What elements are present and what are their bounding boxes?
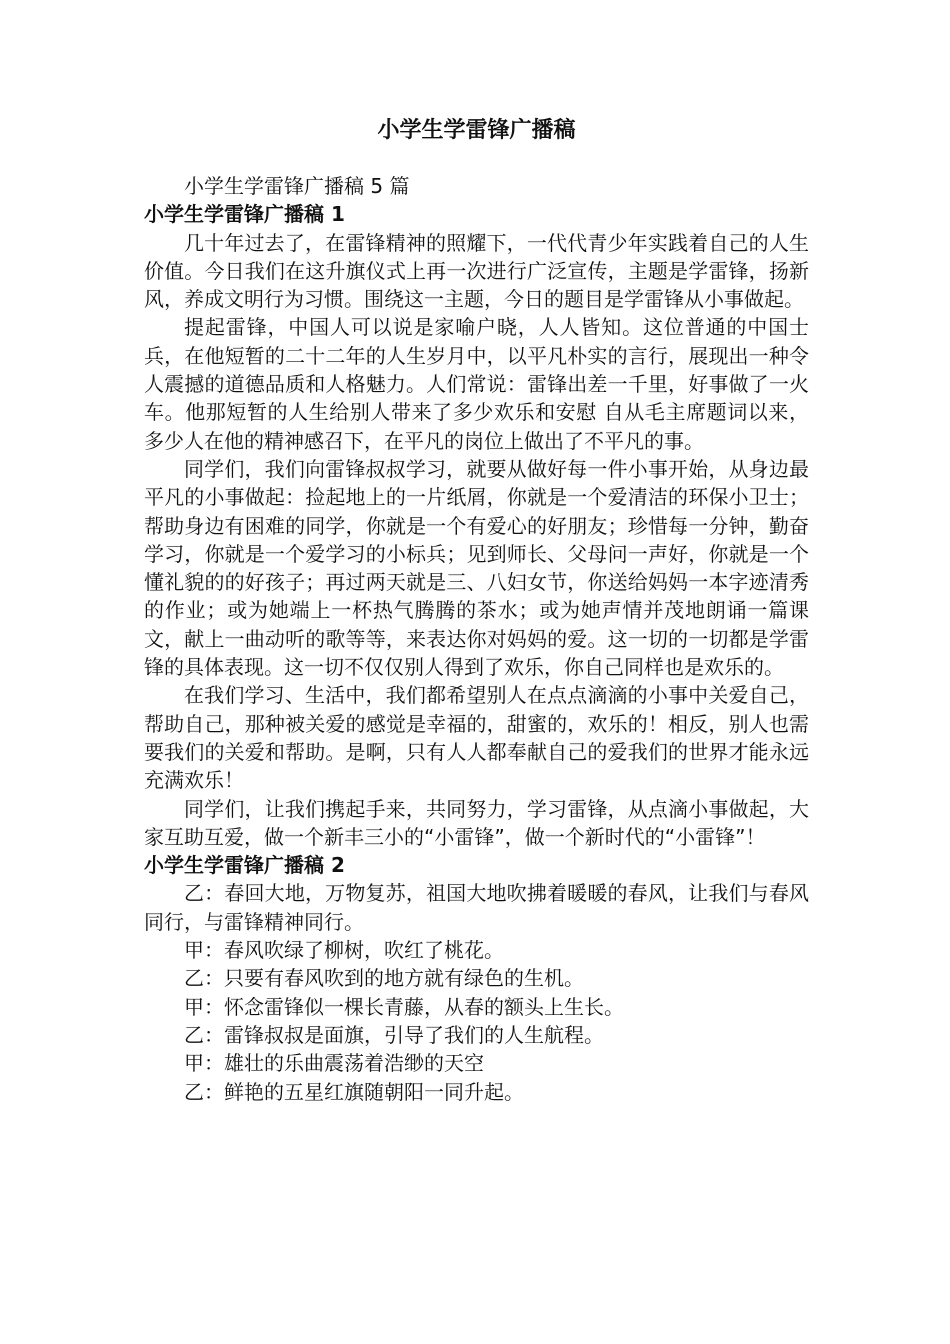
dialog-line: 乙：雷锋叔叔是面旗，引导了我们的人生航程。 bbox=[184, 1022, 604, 1047]
dialog-line: 甲：雄壮的乐曲震荡着浩缈的天空 bbox=[184, 1051, 484, 1076]
dialog-line: 甲：春风吹绿了柳树，吹红了桃花。 bbox=[184, 938, 504, 963]
document-body bbox=[144, 115, 809, 1106]
section-heading: 小学生学雷锋广播稿 2 bbox=[144, 853, 345, 878]
document-title: 小学生学雷锋广播稿 bbox=[377, 118, 576, 143]
dialog-line: 乙：只要有春风吹到的地方就有绿色的生机。 bbox=[184, 966, 584, 991]
paragraph: 提起雷锋，中国人可以说是家喻户晓，人人皆知。这位普通的中国士兵，在他短暂的二十二年的人生岁月中，以平凡朴实的言行，展现出一种令人震撼的道德品质和人格魅力。人们常说：雷锋出差一千里，好事做了一火车。他那短暂的人生给别人带来了多少欢乐和安慰 自从毛主席题词以来，多少人在他的精神感召下，在平凡的岗位上做出了不平凡的事。 bbox=[144, 315, 809, 453]
dialog-line: 乙：春回大地，万物复苏，祖国大地吹拂着暖暖的春风，让我们与春风同行，与雷锋精神同行。 bbox=[144, 881, 809, 934]
section-1 bbox=[144, 200, 809, 851]
document-subtitle: 小学生学雷锋广播稿 5 篇 bbox=[184, 174, 410, 198]
section-2 bbox=[144, 851, 809, 1106]
paragraph: 几十年过去了，在雷锋精神的照耀下，一代代青少年实践着自己的人生价值。今日我们在这升旗仪式上再一次进行广泛宣传，主题是学雷锋，扬新风，养成文明行为习惯。围绕这一主题，今日的题目是学雷锋从小事做起。 bbox=[144, 230, 809, 312]
dialog-line: 乙：鲜艳的五星红旗随朝阳一同升起。 bbox=[184, 1079, 524, 1104]
paragraph: 在我们学习、生活中，我们都希望别人在点点滴滴的小事中关爱自己，帮助自己，那种被关爱的感觉是幸福的，甜蜜的，欢乐的！相反，别人也需要我们的关爱和帮助。是啊，只有人人都奉献自己的爱我们的世界才能永远充满欢乐！ bbox=[144, 683, 809, 793]
section-heading: 小学生学雷锋广播稿 1 bbox=[144, 202, 345, 227]
paragraph: 同学们，让我们携起手来，共同努力，学习雷锋，从点滴小事做起，大家互助互爱，做一个新丰三小的“小雷锋”，做一个新时代的“小雷锋”！ bbox=[144, 796, 809, 849]
dialog-line: 甲：怀念雷锋似一棵长青藤，从春的额头上生长。 bbox=[184, 994, 624, 1019]
paragraph: 同学们，我们向雷锋叔叔学习，就要从做好每一件小事开始，从身边最平凡的小事做起：捡起地上的一片纸屑，你就是一个爱清洁的环保小卫士；帮助身边有困难的同学，你就是一个有爱心的好朋友；珍惜每一分钟，勤奋学习，你就是一个爱学习的小标兵；见到师长、父母问一声好，你就是一个懂礼貌的的好孩子；再过两天就是三、八妇女节，你送给妈妈一本字迹清秀的作业；或为她端上一杯热气腾腾的茶水；或为她声情并茂地朗诵一篇课文，献上一曲动听的歌等等，来表达你对妈妈的爱。这一切的一切都是学雷锋的具体表现。这一切不仅仅别人得到了欢乐，你自己同样也是欢乐的。 bbox=[144, 456, 809, 680]
